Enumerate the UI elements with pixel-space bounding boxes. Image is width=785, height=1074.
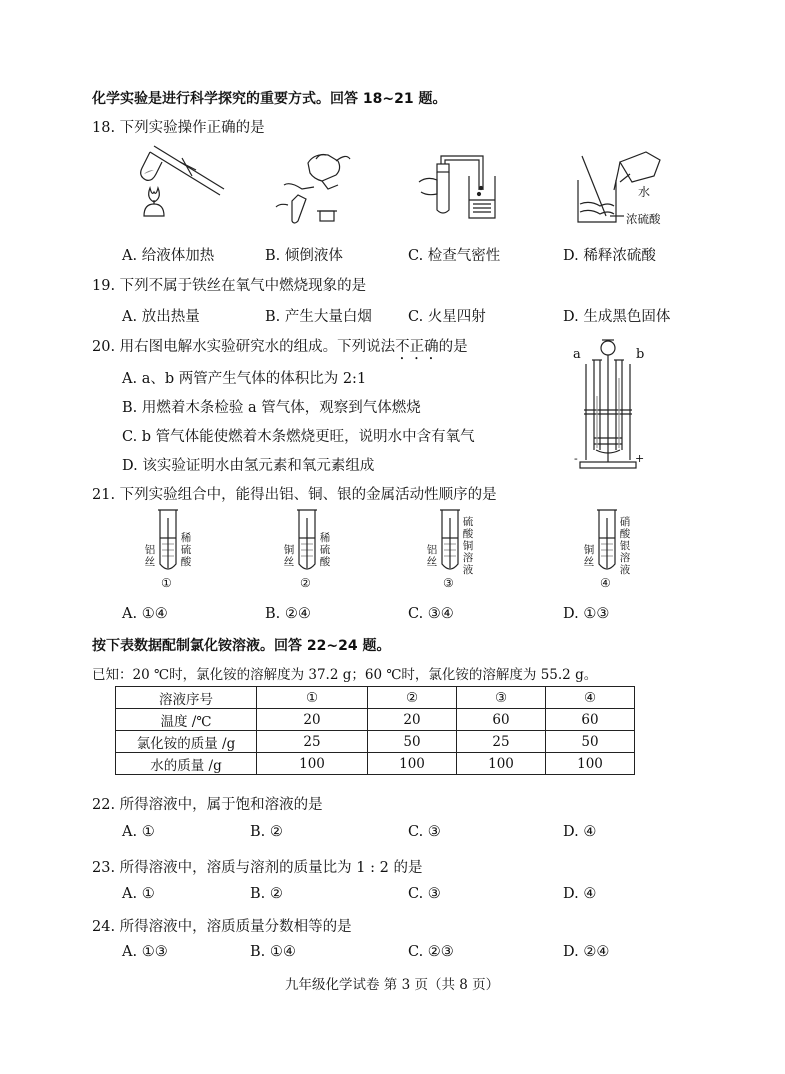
tube-1-number: ① [161,576,172,590]
tube-4-number: ④ [600,576,611,590]
tube-1-solution: 稀硫酸 [180,532,192,568]
q20-stem-part2: 的是 [438,339,468,355]
acid-label: 浓硫酸 [626,212,661,226]
known-info: 已知：20 ℃时，氯化铵的溶解度为 37.2 g；60 ℃时，氯化铵的溶解度为 55.2 g。 [92,667,598,683]
pouring-liquid-figure [270,145,350,230]
heating-liquid-figure [140,140,230,230]
q20-stem-part1: 20. 用右图电解水实验研究水的组成。下列说法 [92,339,396,355]
tube-4-solution: 硝酸银溶液 [619,516,631,576]
q24-option-b[interactable]: B. ①④ [250,944,296,960]
question-20-stem [92,335,468,363]
q19-option-b[interactable]: B. 产生大量白烟 [265,309,372,325]
test-tube-4 [597,508,617,574]
question-24-stem: 24. 所得溶液中，溶质质量分数相等的是 [92,919,352,935]
q20-option-d[interactable]: D. 该实验证明水由氢元素和氧元素组成 [122,458,375,474]
table-header: ② [368,687,457,709]
q18-option-c[interactable]: C. 检查气密性 [408,248,501,264]
table-cell: 水的质量 /g [116,753,257,775]
q21-option-b[interactable]: B. ②④ [265,606,311,622]
q22-option-b[interactable]: B. ② [250,824,283,840]
tube-b-label: b [636,347,645,362]
q20-option-c[interactable]: C. b 管气体能使燃着木条燃烧更旺，说明水中含有氧气 [122,429,475,445]
tube-a-label: a [573,347,581,362]
table-header: ③ [457,687,546,709]
table-cell: 50 [368,731,457,753]
q20-emphasis: 不正确 [395,339,439,355]
table-cell: 50 [546,731,635,753]
question-19-stem: 19. 下列不属于铁丝在氧气中燃烧现象的是 [92,278,367,294]
tube-2-metal: 铜丝 [283,544,295,568]
table-row [116,753,635,775]
question-22-stem: 22. 所得溶液中，属于饱和溶液的是 [92,797,323,813]
minus-label: - [574,452,578,465]
table-row [116,731,635,753]
table-header: 溶液序号 [116,687,257,709]
table-cell: 25 [457,731,546,753]
q22-option-d[interactable]: D. ④ [563,824,597,840]
q23-option-b[interactable]: B. ② [250,886,283,902]
q19-option-c[interactable]: C. 火星四射 [408,309,486,325]
q23-option-a[interactable]: A. ① [122,886,155,902]
test-tube-1 [158,508,178,574]
table-cell: 100 [368,753,457,775]
section-heading-2: 按下表数据配制氯化铵溶液。回答 22~24 题。 [92,638,391,654]
q22-option-c[interactable]: C. ③ [408,824,441,840]
airtightness-check-figure [415,150,505,230]
tube-3-metal: 铝丝 [426,544,438,568]
table-cell: 25 [257,731,368,753]
q18-option-b[interactable]: B. 倾倒液体 [265,248,343,264]
tube-3-number: ③ [443,576,454,590]
q24-option-c[interactable]: C. ②③ [408,944,454,960]
table-cell: 100 [546,753,635,775]
tube-3-solution: 硫酸铜溶液 [462,516,474,576]
q23-option-c[interactable]: C. ③ [408,886,441,902]
table-cell: 温度 /℃ [116,709,257,731]
tube-2-solution: 稀硫酸 [319,532,331,568]
tube-4-metal: 铜丝 [583,544,595,568]
q18-option-a[interactable]: A. 给液体加热 [122,248,215,264]
table-cell: 60 [546,709,635,731]
table-row [116,709,635,731]
electrolysis-apparatus-figure [578,338,638,474]
q24-option-d[interactable]: D. ②④ [563,944,610,960]
table-cell: 氯化铵的质量 /g [116,731,257,753]
table-cell: 100 [457,753,546,775]
q23-option-d[interactable]: D. ④ [563,886,597,902]
q20-option-b[interactable]: B. 用燃着木条检验 a 管气体，观察到气体燃烧 [122,400,421,416]
table-cell: 20 [368,709,457,731]
q24-option-a[interactable]: A. ①③ [122,944,168,960]
dilute-acid-figure [570,150,680,230]
q20-option-a[interactable]: A. a、b 两管产生气体的体积比为 2:1 [122,371,367,387]
tube-1-metal: 铝丝 [144,544,156,568]
table-header: ④ [546,687,635,709]
question-21-stem: 21. 下列实验组合中，能得出铝、铜、银的金属活动性顺序的是 [92,487,497,503]
question-23-stem: 23. 所得溶液中，溶质与溶剂的质量比为 1 : 2 的是 [92,860,423,876]
table-cell: 20 [257,709,368,731]
question-18-stem: 18. 下列实验操作正确的是 [92,120,265,136]
page-footer: 九年级化学试卷 第 3 页（共 8 页） [285,977,500,993]
q21-option-c[interactable]: C. ③④ [408,606,454,622]
q19-option-d[interactable]: D. 生成黑色固体 [563,309,671,325]
table-cell: 60 [457,709,546,731]
water-label: 水 [638,185,651,199]
test-tube-2 [297,508,317,574]
q21-option-a[interactable]: A. ①④ [122,606,168,622]
solution-table [115,686,635,775]
q22-option-a[interactable]: A. ① [122,824,155,840]
tube-2-number: ② [300,576,311,590]
section-heading-1: 化学实验是进行科学探究的重要方式。回答 18~21 题。 [92,91,447,107]
table-header: ① [257,687,368,709]
q19-option-a[interactable]: A. 放出热量 [122,309,200,325]
table-header-row [116,687,635,709]
plus-label: + [635,452,645,465]
test-tube-3 [440,508,460,574]
q18-option-d[interactable]: D. 稀释浓硫酸 [563,248,656,264]
q21-option-d[interactable]: D. ①③ [563,606,610,622]
table-cell: 100 [257,753,368,775]
